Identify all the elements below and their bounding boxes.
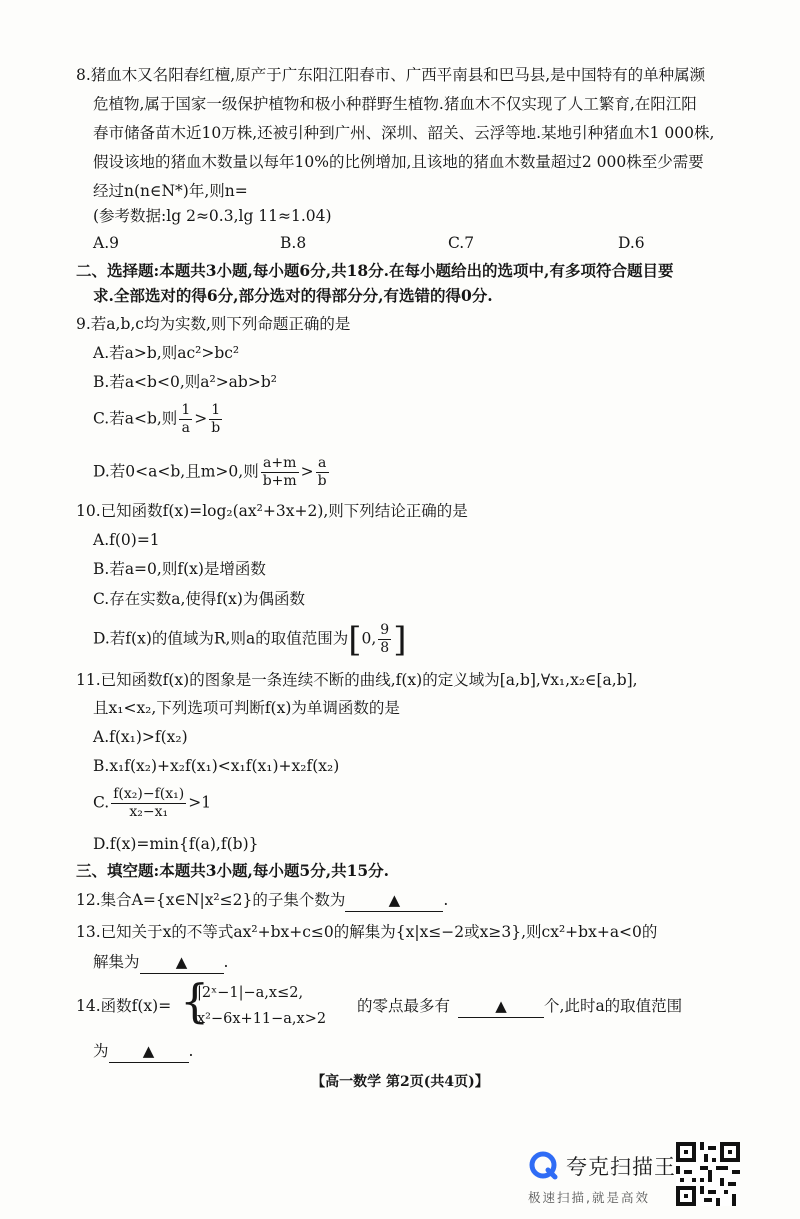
fraction-denominator: b+m [262, 473, 297, 489]
fraction-denominator: b [211, 420, 221, 436]
q13-period: . [223, 953, 229, 971]
q9-stem: 9.若a,b,c均为实数,则下列命题正确的是 [76, 315, 351, 333]
fraction-numerator: 1 [181, 402, 191, 418]
fraction-numerator: 9 [380, 622, 390, 638]
q13-line-1: 13.已知关于x的不等式ax²+bx+c≤0的解集为{x|x≤−2或x≥3},则cx²+bx+a<0的 [76, 923, 658, 941]
watermark-subtitle: 极速扫描,就是高效 [528, 1190, 650, 1205]
fraction-denominator: x₂−x₁ [129, 804, 169, 820]
q14-text: 的零点最多有 [357, 997, 451, 1015]
right-bracket: ] [393, 619, 407, 660]
q14-case-2: x²−6x+11−a,x>2 [197, 1011, 327, 1027]
q14-text-3: 为 [93, 1042, 109, 1060]
q8-line-6: (参考数据:lg 2≈0.3,lg 11≈1.04) [93, 207, 332, 225]
q11-option-d: D.f(x)=min{f(a),f(b)} [93, 835, 259, 853]
q14-answer-blank-1[interactable]: ▲ [458, 995, 544, 1018]
q8-option-a: A.9 [93, 234, 119, 252]
q8-line-5: 经过n(n∈N*)年,则n= [93, 182, 248, 200]
q14-answer-blank-2[interactable]: ▲ [109, 1040, 189, 1063]
q13-text: 解集为 [93, 953, 140, 971]
greater-than: > [194, 409, 208, 428]
q8-line-2: 危植物,属于国家一级保护植物和极小种群野生植物.猪血木不仅实现了人工繁育,在阳江阳 [93, 95, 697, 113]
q10-option-a: A.f(0)=1 [93, 531, 160, 549]
q12-period: . [443, 891, 449, 909]
q13-line-2 [93, 951, 228, 974]
q9-option-d-text: D.若0<a<b,且m>0,则 [93, 462, 259, 481]
scanner-logo-icon [528, 1150, 558, 1180]
q9-option-c-text: C.若a<b,则 [93, 409, 178, 428]
q14-case-1: |2ˣ−1|−a,x≤2, [197, 985, 304, 1001]
q9-option-d [93, 455, 331, 490]
qr-code-icon [676, 1142, 740, 1206]
q11-line-2: 且x₁<x₂,下列选项可判断f(x)为单调函数的是 [93, 699, 400, 717]
fraction [261, 455, 299, 490]
fraction [111, 786, 186, 821]
fraction-numerator: f(x₂)−f(x₁) [113, 786, 185, 802]
q11-option-c-suffix: >1 [188, 793, 212, 812]
page-footer: 【高一数学 第2页(共4页)】 [311, 1074, 489, 1090]
q8-line-4: 假设该地的猪血木数量以每年10%的比例增加,且该地的猪血木数量超过2 000株至少需要 [93, 153, 704, 171]
interval-start: 0, [361, 629, 377, 648]
left-bracket: [ [348, 619, 362, 660]
q14-period: . [188, 1042, 194, 1060]
watermark-title: 夸克扫描王 [566, 1155, 676, 1179]
fraction [209, 402, 222, 437]
q10-stem: 10.已知函数f(x)=log₂(ax²+3x+2),则下列结论正确的是 [76, 502, 468, 520]
q12 [76, 889, 448, 912]
q11-option-a: A.f(x₁)>f(x₂) [93, 728, 188, 746]
fraction-numerator: a [316, 455, 329, 473]
fraction-denominator: 8 [380, 640, 390, 656]
q14-line-1-tail [357, 995, 682, 1018]
fraction-numerator: a+m [261, 455, 299, 473]
section-2-heading-line-2: 求.全部选对的得6分,部分选对的得部分分,有选错的得0分. [93, 286, 493, 305]
fraction-denominator: b [317, 473, 327, 489]
section-2-heading-line-1: 二、选择题:本题共3小题,每小题6分,共18分.在每小题给出的选项中,有多项符合题目要 [76, 261, 674, 280]
q14-piecewise-brace: { [180, 974, 210, 1028]
q11-line-1: 11.已知函数f(x)的图象是一条连续不断的曲线,f(x)的定义域为[a,b],∀x₁,x₂∈[a,b], [76, 671, 638, 689]
fraction [316, 455, 329, 490]
q10-option-b: B.若a=0,则f(x)是增函数 [93, 560, 266, 578]
q14-function-label: 14.函数f(x)= [76, 997, 172, 1015]
fraction-numerator: 1 [209, 402, 222, 420]
q8-option-d: D.6 [618, 234, 645, 252]
fraction-denominator: a [181, 420, 190, 436]
q11-option-b: B.x₁f(x₂)+x₂f(x₁)<x₁f(x₁)+x₂f(x₂) [93, 757, 340, 775]
q11-option-c [93, 786, 211, 821]
section-3-heading: 三、填空题:本题共3小题,每小题5分,共15分. [76, 861, 390, 880]
q12-answer-blank[interactable]: ▲ [345, 889, 443, 912]
q9-option-a: A.若a>b,则ac²>bc² [93, 344, 240, 362]
fraction [378, 622, 391, 657]
q8-line-3: 春市储备苗木近10万株,还被引种到广州、深圳、韶关、云浮等地.某地引种猪血木1 000株, [93, 124, 715, 142]
q10-option-c: C.存在实数a,使得f(x)为偶函数 [93, 590, 305, 608]
q8-option-b: B.8 [280, 234, 307, 252]
q14-line-2 [93, 1040, 193, 1063]
q8-line-1: 8.猪血木又名阳春红檀,原产于广东阳江阳春市、广西平南县和巴马县,是中国特有的单种属濒 [76, 66, 706, 84]
q10-option-d-text: D.若f(x)的值域为R,则a的取值范围为 [93, 629, 349, 648]
q9-option-b: B.若a<b<0,则a²>ab>b² [93, 373, 277, 391]
q11-option-c-text: C. [93, 793, 110, 812]
fraction [179, 402, 192, 437]
q8-option-c: C.7 [448, 234, 475, 252]
q12-text: 12.集合A={x∈N|x²≤2}的子集个数为 [76, 891, 346, 909]
greater-than: > [300, 462, 314, 481]
q9-option-c [93, 402, 224, 437]
q10-option-d [93, 619, 407, 660]
q14-text-2: 个,此时a的取值范围 [544, 997, 683, 1015]
q13-answer-blank[interactable]: ▲ [140, 951, 224, 974]
